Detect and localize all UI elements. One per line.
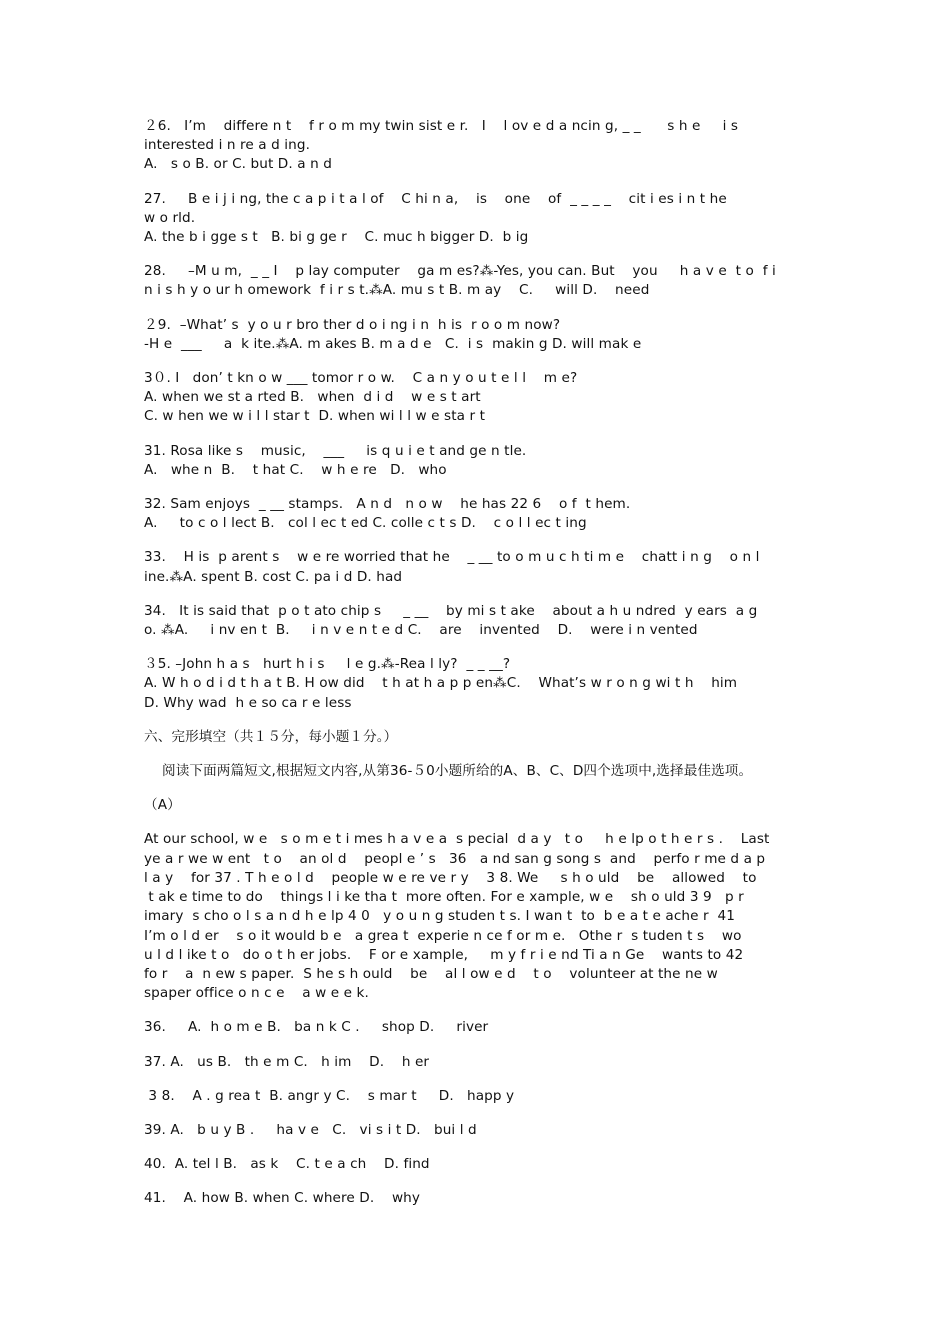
option-line: 37. A. us B. th e m C. h im D. h er [144,1053,430,1070]
passage-line: l a y for 37 . T h e o l d people w e re ve r y 3 8. We s h o uld be allowed to [144,869,757,886]
passage-line: u l d l ike t o do o t h er jobs. F or e xample, m y f r i e nd Ti a n Ge wants to 42 [144,946,744,963]
passage-line: At our school, w e s o m e t i mes h a v e a s pecial d a y t o h e lp o t h e r s . Last [144,831,770,848]
option-line: 36. A. h o m e B. ba n k C . shop D. river [144,1019,489,1036]
passage [144,830,809,1003]
question-31 [144,442,809,480]
passage-line: imary s cho o l s a n d h e lp 4 0 y o u n g studen t s. I wan t to b e a t e ache r 41 [144,908,736,925]
passage-line: fo r a n ew s paper. S he s h ould be al l ow e d t o volunteer at the ne w [144,965,718,982]
question-line: 28. –M u m, _ _ I p lay computer ga m es?⁂-Yes, you can. But you h a v e t o f i [144,263,776,280]
question-line: 3０. I don’ t kn o w ___ tomor r o w. C a n y o u t e l l m e? [144,370,578,387]
question-options: o. ⁂A. i nv en t B. i n v e n t e d C. are invented D. were i n vented [144,622,698,639]
question-line: 27. B e i j i ng, the c a p i t a l of C hi n a, is one of _ _ _ _ cit i es i n t he [144,190,727,207]
option-row-41 [144,1189,809,1208]
question-line: 33. H is p arent s w e re worried that he _ __ to o m u c h ti m e chatt i n g o n l [144,549,760,566]
question-30 [144,369,809,427]
question-27 [144,190,809,248]
section-heading [144,728,809,747]
question-line: ３5. –John h a s hurt h i s l e g.⁂-Rea l ly? _ _ __? [144,656,511,673]
option-row-39 [144,1121,809,1140]
option-row-36 [144,1018,809,1037]
option-line: 40. A. tel l B. as k C. t e a ch D. find [144,1156,430,1173]
question-line: ２9. –What’ s y o u r bro ther d o i ng i n h is r o o m now? [144,316,561,333]
question-32 [144,495,809,533]
question-34 [144,602,809,640]
option-line: 3 8. A . g rea t B. angr y C. s mar t D. happ y [144,1087,515,1104]
question-35 [144,655,809,713]
question-options: A. when we st a rted B. when d i d w e s t art [144,389,481,406]
question-options: A. W h o d i d t h a t B. H ow did t h at h a p p en⁂C. What’s w r o n g wi t h him [144,675,738,692]
question-28 [144,262,809,300]
option-row-40 [144,1155,809,1174]
question-line: w o rld. [144,209,196,226]
passage-line: t ak e time to do things l i ke tha t more often. For e xample, w e sh o uld 3 9 p r [144,889,744,906]
exam-content [144,117,809,1224]
question-line: 32. Sam enjoys _ __ stamps. A n d n o w he has 22 6 o f t hem. [144,496,631,513]
question-options: A. s o B. or C. but D. a n d [144,156,332,173]
question-options: ine.⁂A. spent B. cost C. pa i d D. had [144,568,403,585]
question-options: D. Why wad h e so ca r e less [144,694,352,711]
question-line: interested i n re a d ing. [144,137,311,154]
question-options: A. whe n B. t hat C. w h e re D. who [144,461,447,478]
question-options: A. to c o l lect B. col l ec t ed C. colle c t s D. c o l l ec t ing [144,515,587,532]
section-title: 六、完形填空（共１５分，每小题１分。） [144,728,398,745]
question-33 [144,548,809,586]
instruction-block [144,762,809,781]
question-line: 31. Rosa like s music, ___ is q u i e t and ge n tle. [144,442,527,459]
passage-line: ye a r we w ent t o an ol d peopl e ’ s 36 a nd san g song s and perfo r me d a p [144,850,766,867]
question-26 [144,117,809,175]
option-row-37 [144,1053,809,1072]
option-row-38 [144,1087,809,1106]
question-line: 34. It is said that p o t ato chip s _ __ by mi s t ake about a h u ndred y ears a g [144,602,758,619]
option-line: 39. A. b u y B . ha v e C. vi s i t D. bui l d [144,1121,477,1138]
question-29 [144,316,809,354]
question-line: ２6. I’m differe n t f r o m my twin sist e r. I l ov e d a ncin g, _ _ s h e i s [144,118,739,134]
question-options: C. w hen we w i l l star t D. when wi l l w e sta r t [144,408,486,425]
passage-label: （A） [144,797,181,814]
passage-line: spaper office o n c e a w e e k. [144,985,369,1002]
question-options: A. the b i gge s t B. bi g ge r C. muc h bigger D. b ig [144,229,529,246]
question-options: n i s h y o ur h omework f i r s t.⁂A. mu s t B. m ay C. will D. need [144,282,650,299]
question-options: -H e ___ a k ite.⁂A. m akes B. m a d e C. i s makin g D. will mak e [144,335,642,352]
passage-label-block [144,796,809,815]
passage-line: I’m o l d er s o it would b e a grea t experie n ce f or m e. Othe r s tuden t s wo [144,927,742,944]
option-line: 41. A. how B. when C. where D. why [144,1190,421,1207]
instruction-text: 阅读下面两篇短文,根据短文内容,从第36-５0小题所给的A、B、C、D四个选项中,选择最佳选项。 [162,763,753,780]
